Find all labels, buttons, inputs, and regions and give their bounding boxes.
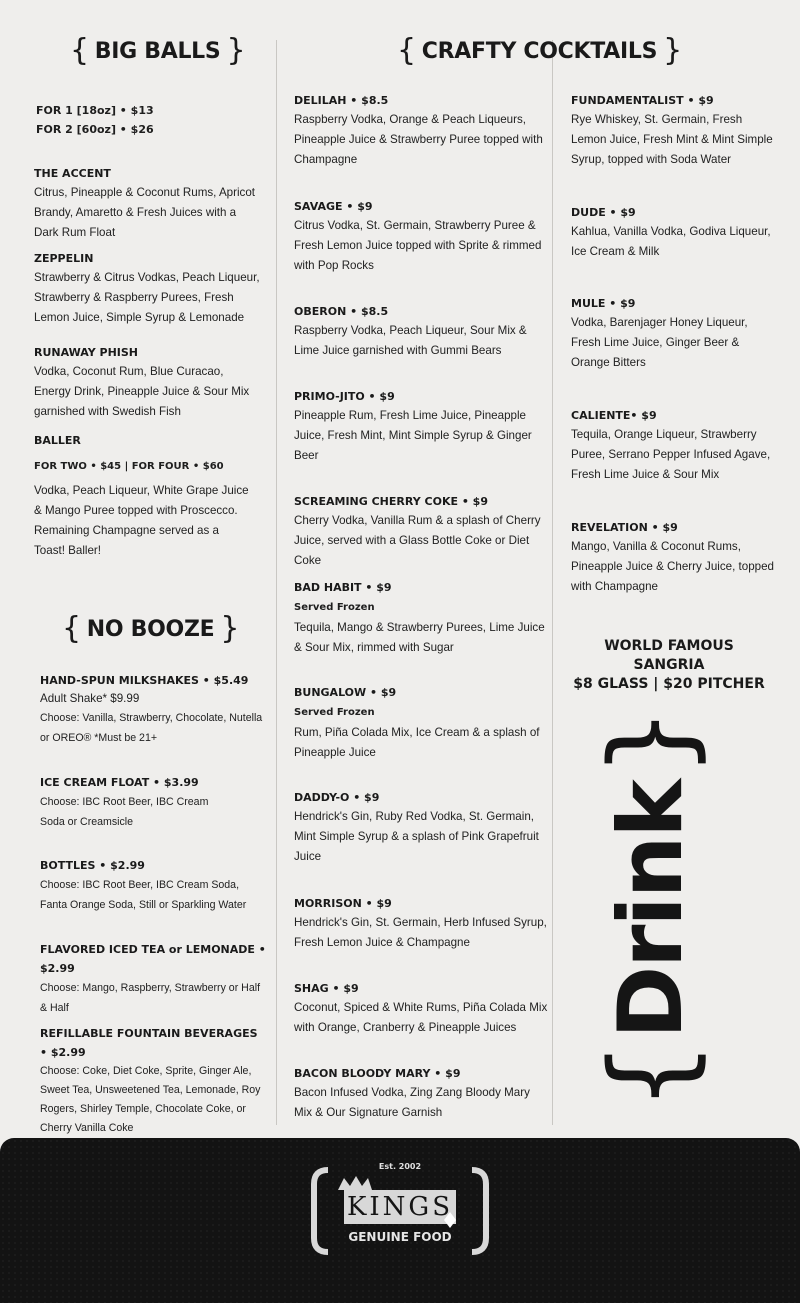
item-description: Strawberry & Citrus Vodkas, Peach Liqueur, Strawberry & Raspberry Purees, Fresh Lemon Juice, Simple Syrup & Lemonade xyxy=(34,271,260,324)
menu-item xyxy=(34,249,262,328)
menu-item xyxy=(294,302,549,361)
heading-bracket-close: } xyxy=(226,33,246,68)
item-description: Kahlua, Vanilla Vodka, Godiva Liqueur, Ice Cream & Milk xyxy=(571,225,771,258)
big-balls-title: BIG BALLS xyxy=(94,38,221,64)
menu-item xyxy=(40,773,268,832)
item-name: SAVAGE • $9 xyxy=(294,200,373,213)
item-description: Choose: Mango, Raspberry, Strawberry or Half & Half xyxy=(40,982,261,1014)
sangria-line-2: SANGRIA xyxy=(633,657,705,673)
item-name: HAND-SPUN MILKSHAKES • $5.49 xyxy=(40,674,249,687)
big-balls-heading xyxy=(70,33,246,68)
kings-logo xyxy=(310,1160,490,1260)
item-description: Raspberry Vodka, Peach Liqueur, Sour Mix & Lime Juice garnished with Gummi Bears xyxy=(294,324,527,357)
item-description: Vodka, Peach Liqueur, White Grape Juice & Mango Puree topped with Proscecco. Remaining Champagne served as a Toast! Baller! xyxy=(34,484,249,557)
size-for-one: FOR 1 [18oz] • $13 xyxy=(36,104,154,117)
item-description: Coconut, Spiced & White Rums, Piña Colada Mix with Orange, Cranberry & Pineapple Juices xyxy=(294,1001,548,1034)
heading-bracket-close: } xyxy=(663,33,682,68)
menu-item xyxy=(40,940,268,1018)
item-name: CALIENTE• $9 xyxy=(571,409,657,422)
item-description: Pineapple Rum, Fresh Lime Juice, Pineapple Juice, Fresh Mint, Mint Simple Syrup & Ginger Beer xyxy=(294,409,532,462)
menu-item xyxy=(294,197,549,276)
item-description: Choose: IBC Root Beer, IBC Cream Soda or Creamsicle xyxy=(40,796,209,828)
heading-bracket-close: } xyxy=(220,611,240,646)
no-booze-title: NO BOOZE xyxy=(86,616,215,642)
item-description: Vodka, Barenjager Honey Liqueur, Fresh Lime Juice, Ginger Beer & Orange Bitters xyxy=(571,316,748,369)
item-description: Tequila, Mango & Strawberry Purees, Lime Juice & Sour Mix, rimmed with Sugar xyxy=(294,621,545,654)
item-description: Choose: IBC Root Beer, IBC Cream Soda, Fanta Orange Soda, Still or Sparkling Water xyxy=(40,879,247,911)
menu-item xyxy=(571,294,776,373)
item-name: REFILLABLE FOUNTAIN BEVERAGES • $2.99 xyxy=(40,1027,258,1059)
drink-vertical-title xyxy=(586,709,714,1111)
item-description: Cherry Vodka, Vanilla Rum & a splash of Cherry Juice, served with a Glass Bottle Coke or Diet Coke xyxy=(294,514,541,567)
menu-item xyxy=(40,856,268,915)
item-description: Citrus, Pineapple & Coconut Rums, Apricot Brandy, Amaretto & Fresh Juices with a Dark Rum Float xyxy=(34,186,256,239)
menu-item xyxy=(571,91,776,170)
item-name: SCREAMING CHERRY COKE • $9 xyxy=(294,495,488,508)
menu-item xyxy=(294,683,549,763)
no-booze-heading xyxy=(62,611,240,646)
item-name: BOTTLES • $2.99 xyxy=(40,859,145,872)
item-description: Raspberry Vodka, Orange & Peach Liqueurs, Pineapple Juice & Strawberry Puree topped with Champagne xyxy=(294,113,543,166)
drink-bracket-close: } xyxy=(586,709,714,778)
drink-word-text: Drink xyxy=(598,781,702,1039)
item-description: Choose: Vanilla, Strawberry, Chocolate, Nutella or OREO® *Must be 21+ xyxy=(40,712,263,744)
item-name: FUNDAMENTALIST • $9 xyxy=(571,94,714,107)
item-name: THE ACCENT xyxy=(34,167,111,180)
item-name: REVELATION • $9 xyxy=(571,521,678,534)
big-balls-sizes xyxy=(36,101,154,139)
sangria-callout xyxy=(558,637,780,694)
item-name: BUNGALOW • $9 xyxy=(294,686,397,699)
menu-item xyxy=(294,91,549,170)
item-description: Vodka, Coconut Rum, Blue Curacao, Energy Drink, Pineapple Juice & Sour Mix garnished with Swedish Fish xyxy=(34,365,250,418)
item-description: Citrus Vodka, St. Germain, Strawberry Puree & Fresh Lemon Juice topped with Sprite & rimmed with Pop Rocks xyxy=(294,219,542,272)
size-for-two: FOR 2 [60oz] • $26 xyxy=(36,123,154,136)
drink-bracket-open: { xyxy=(586,1042,714,1111)
crafty-cocktails-heading xyxy=(397,33,682,68)
column-divider-right xyxy=(552,40,553,1125)
logo-established: Est. 2002 xyxy=(378,1162,422,1171)
menu-item xyxy=(34,343,262,422)
menu-item xyxy=(294,1064,549,1123)
item-name: OBERON • $8.5 xyxy=(294,305,389,318)
menu-item xyxy=(571,203,776,262)
heading-bracket-open: { xyxy=(70,33,89,68)
menu-item xyxy=(571,406,776,485)
item-description: Bacon Infused Vodka, Zing Zang Bloody Mary Mix & Our Signature Garnish xyxy=(294,1086,530,1119)
crafty-cocktails-title: CRAFTY COCKTAILS xyxy=(421,38,658,64)
item-name: ICE CREAM FLOAT • $3.99 xyxy=(40,776,199,789)
item-name: BALLER xyxy=(34,434,81,447)
menu-item xyxy=(571,518,776,597)
menu-item xyxy=(294,578,549,658)
item-price-options: FOR TWO • $45 | FOR FOUR • $60 xyxy=(34,461,224,472)
item-name: FLAVORED ICED TEA or LEMONADE • $2.99 xyxy=(40,943,266,975)
heading-bracket-open: { xyxy=(62,611,81,646)
logo-tagline: GENUINE FOOD xyxy=(348,1230,452,1244)
item-description: Hendrick's Gin, Ruby Red Vodka, St. Germain, Mint Simple Syrup & a splash of Pink Grapefruit Juice xyxy=(294,810,539,863)
logo-name: KINGS xyxy=(346,1192,454,1222)
menu-item xyxy=(34,164,262,243)
item-name: BAD HABIT • $9 xyxy=(294,581,392,594)
item-name: DELILAH • $8.5 xyxy=(294,94,389,107)
item-name: DUDE • $9 xyxy=(571,206,636,219)
item-description: Rye Whiskey, St. Germain, Fresh Lemon Juice, Fresh Mint & Mint Simple Syrup, topped with Soda Water xyxy=(571,113,773,166)
item-description: Hendrick's Gin, St. Germain, Herb Infused Syrup, Fresh Lemon Juice & Champagne xyxy=(294,916,547,949)
item-name: RUNAWAY PHISH xyxy=(34,346,139,359)
sangria-prices: $8 GLASS | $20 PITCHER xyxy=(573,676,765,692)
menu-item xyxy=(294,387,549,466)
item-description: Tequila, Orange Liqueur, Strawberry Puree, Serrano Pepper Infused Agave, Fresh Lime Juice & Sour Mix xyxy=(571,428,771,481)
menu-item xyxy=(294,894,549,953)
item-name: ZEPPELIN xyxy=(34,252,94,265)
item-description: Choose: Coke, Diet Coke, Sprite, Ginger Ale, Sweet Tea, Unsweetened Tea, Lemonade, Roy Rogers, Shirley Temple, Chocolate Coke, or Cherry Vanilla Coke xyxy=(40,1065,261,1134)
item-name: MULE • $9 xyxy=(571,297,636,310)
item-name: PRIMO-JITO • $9 xyxy=(294,390,395,403)
menu-item xyxy=(294,788,549,867)
item-description: Rum, Piña Colada Mix, Ice Cream & a splash of Pineapple Juice xyxy=(294,726,540,759)
item-serving-note: Served Frozen xyxy=(294,602,375,613)
item-serving-note: Served Frozen xyxy=(294,707,375,718)
heading-bracket-open: { xyxy=(397,33,416,68)
item-name: DADDY-O • $9 xyxy=(294,791,380,804)
menu-item xyxy=(294,492,549,571)
column-divider-left xyxy=(276,40,277,1125)
item-name: BACON BLOODY MARY • $9 xyxy=(294,1067,461,1080)
menu-item xyxy=(294,979,549,1038)
menu-item xyxy=(40,1024,268,1138)
sangria-line-1: WORLD FAMOUS xyxy=(604,638,734,654)
item-name: MORRISON • $9 xyxy=(294,897,392,910)
item-name: SHAG • $9 xyxy=(294,982,359,995)
item-extra: Adult Shake* $9.99 xyxy=(40,692,140,705)
item-description: Mango, Vanilla & Coconut Rums, Pineapple Juice & Cherry Juice, topped with Champagne xyxy=(571,540,775,593)
menu-item xyxy=(40,671,268,748)
menu-item xyxy=(34,431,262,561)
